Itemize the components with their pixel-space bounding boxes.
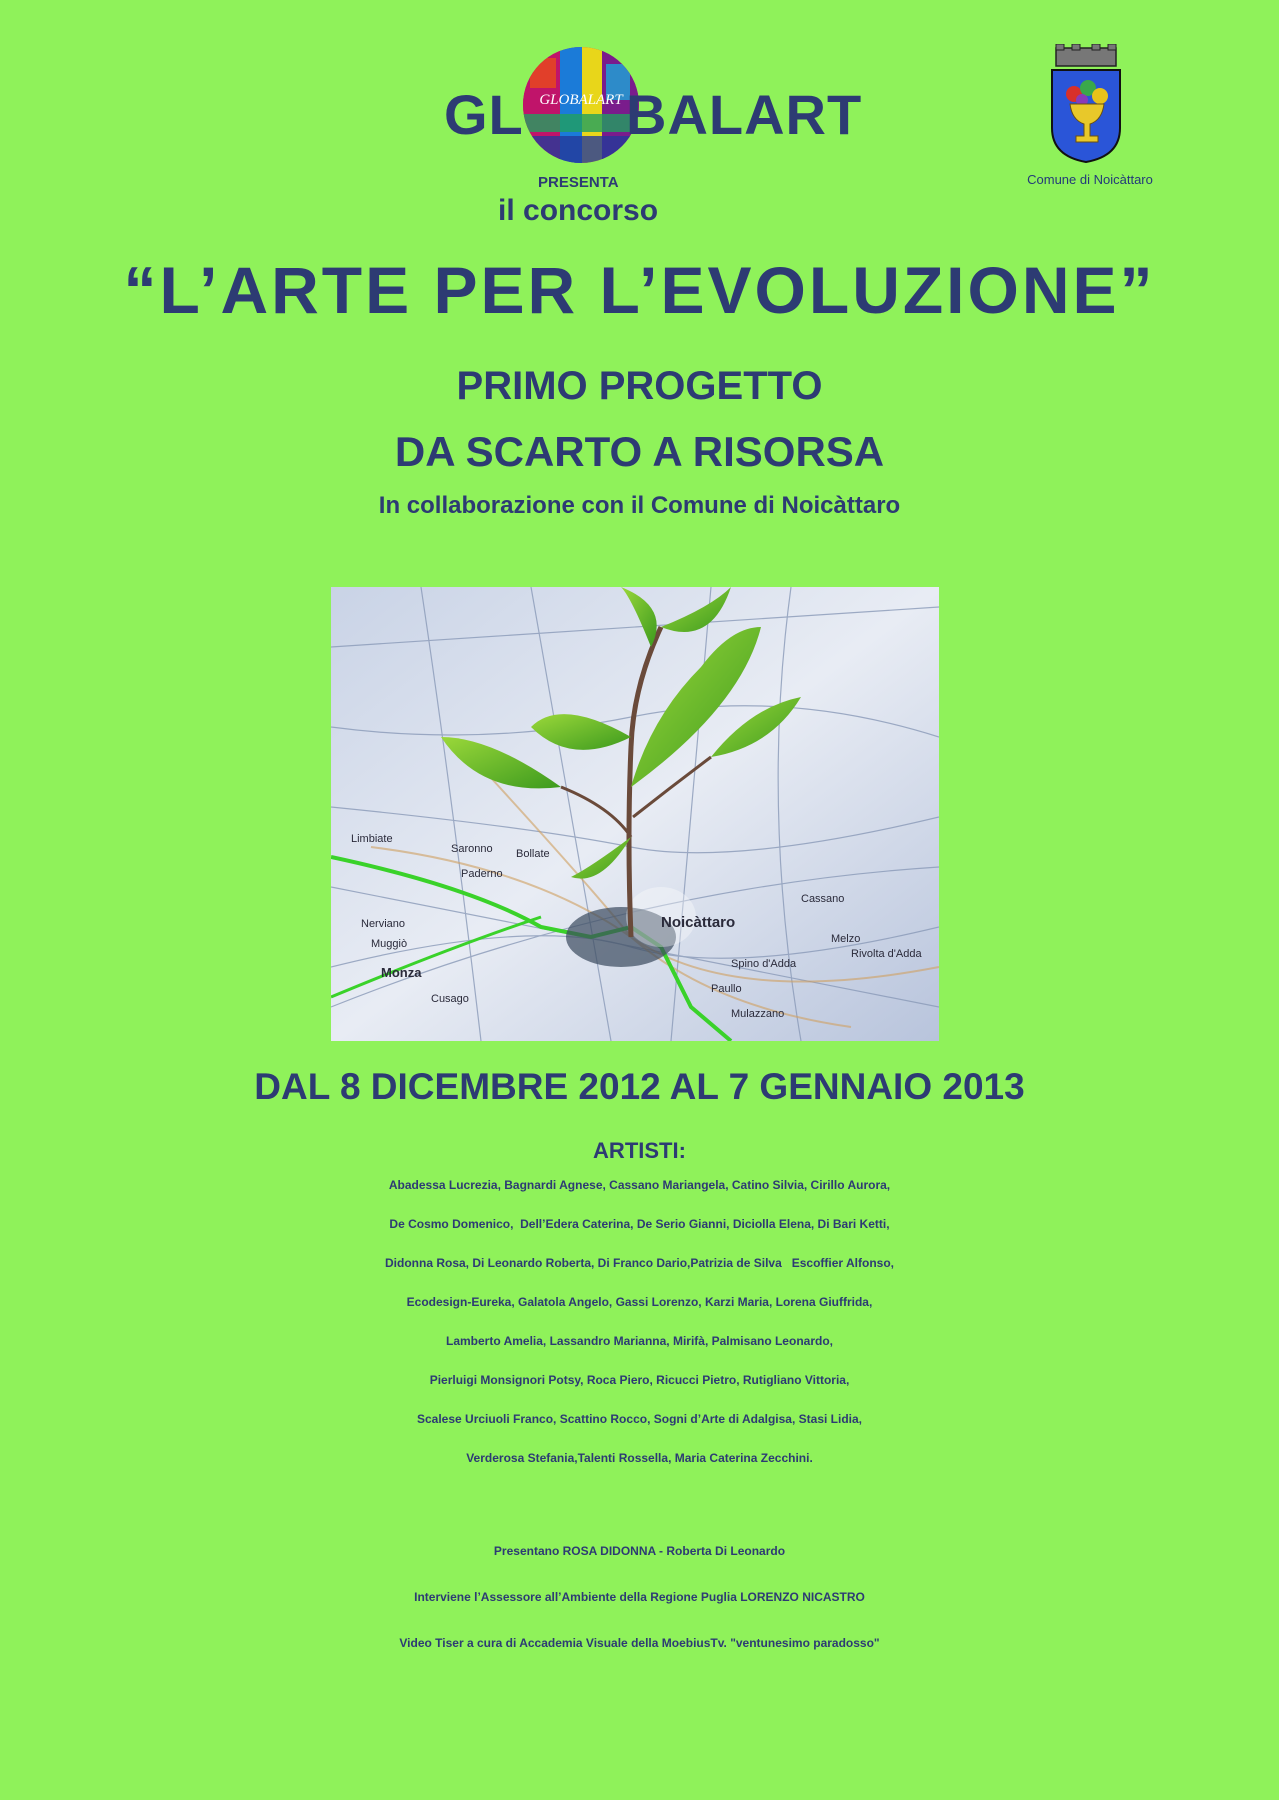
- map-label: Saronno: [451, 843, 493, 855]
- map-label: Mulazzano: [731, 1008, 785, 1020]
- video-credit-line: Video Tiser a cura di Accademia Visuale della MoebiusTv. "ventunesimo paradosso": [399, 1636, 880, 1650]
- map-label: Monza: [381, 965, 422, 980]
- map-label-noicattaro: Noicàttaro: [661, 914, 736, 931]
- map-label: Paderno: [461, 868, 503, 880]
- logo-text-right: BALART: [626, 83, 863, 146]
- municipality-crest: [1010, 44, 1170, 194]
- presenters-line: Presentano ROSA DIDONNA - Roberta Di Leonardo: [493, 1544, 786, 1558]
- globe-logo-text: GLOBALART: [539, 92, 623, 108]
- main-title: “L’ARTE PER L’EVOLUZIONE”: [123, 253, 1156, 327]
- map-label: Paullo: [711, 983, 742, 995]
- collaboration-line: In collaborazione con il Comune di Noicàttaro: [378, 492, 901, 519]
- artist-line: Lamberto Amelia, Lassandro Marianna, Mirifà, Palmisano Leonardo,: [446, 1334, 833, 1348]
- map-label: Bollate: [516, 848, 550, 860]
- map-label: Spino d'Adda: [731, 958, 797, 970]
- concorso-label: il concorso: [498, 194, 659, 227]
- artist-line: De Cosmo Domenico, Dell’Edera Caterina, De Serio Gianni, Diciolla Elena, Di Bari Ketti,: [389, 1217, 890, 1231]
- credits: [0, 1528, 1279, 1666]
- subtitle-da-scarto: DA SCARTO A RISORSA: [394, 428, 885, 475]
- map-label: Nerviano: [361, 918, 406, 930]
- map-label: Muggiò: [371, 938, 408, 950]
- artists-label: ARTISTI:: [593, 1138, 686, 1163]
- artist-line: Didonna Rosa, Di Leonardo Roberta, Di Franco Dario,Patrizia de Silva Escoffier Alfonso,: [385, 1256, 894, 1270]
- sprout-on-map-image: [331, 587, 939, 1041]
- map-label: Melzo: [831, 933, 861, 945]
- artist-line: Pierluigi Monsignori Potsy, Roca Piero, Ricucci Pietro, Rutigliano Vittoria,: [429, 1373, 850, 1387]
- map-label: Rivolta d'Adda: [851, 948, 922, 960]
- map-label: Cusago: [431, 993, 469, 1005]
- artist-line: Abadessa Lucrezia, Bagnardi Agnese, Cassano Mariangela, Catino Silvia, Cirillo Aurora,: [388, 1178, 891, 1192]
- coat-of-arms-icon: [1046, 44, 1126, 164]
- map-label: Cassano: [801, 893, 845, 905]
- crest-caption: Comune di Noicàttaro: [1027, 172, 1153, 187]
- subtitle-primo-progetto: PRIMO PROGETTO: [456, 364, 823, 408]
- artists-list: [0, 1166, 1279, 1478]
- logo-text-left: GL: [444, 83, 524, 146]
- globe-logo-icon: [520, 44, 642, 166]
- event-dates: DAL 8 DICEMBRE 2012 AL 7 GENNAIO 2013: [254, 1066, 1025, 1107]
- artist-line: Ecodesign-Eureka, Galatola Angelo, Gassi Lorenzo, Karzi Maria, Lorena Giuffrida,: [406, 1295, 873, 1309]
- globalart-logo: [440, 44, 863, 227]
- artist-line: Scalese Urciuoli Franco, Scattino Rocco, Sogni d’Arte di Adalgisa, Stasi Lidia,: [417, 1412, 862, 1426]
- map-label: Limbiate: [351, 833, 393, 845]
- presenta-label: PRESENTA: [538, 174, 619, 191]
- speaker-line: Interviene l’Assessore all’Ambiente della Regione Puglia LORENZO NICASTRO: [414, 1590, 865, 1604]
- artist-line: Verderosa Stefania,Talenti Rossella, Maria Caterina Zecchini.: [466, 1451, 813, 1465]
